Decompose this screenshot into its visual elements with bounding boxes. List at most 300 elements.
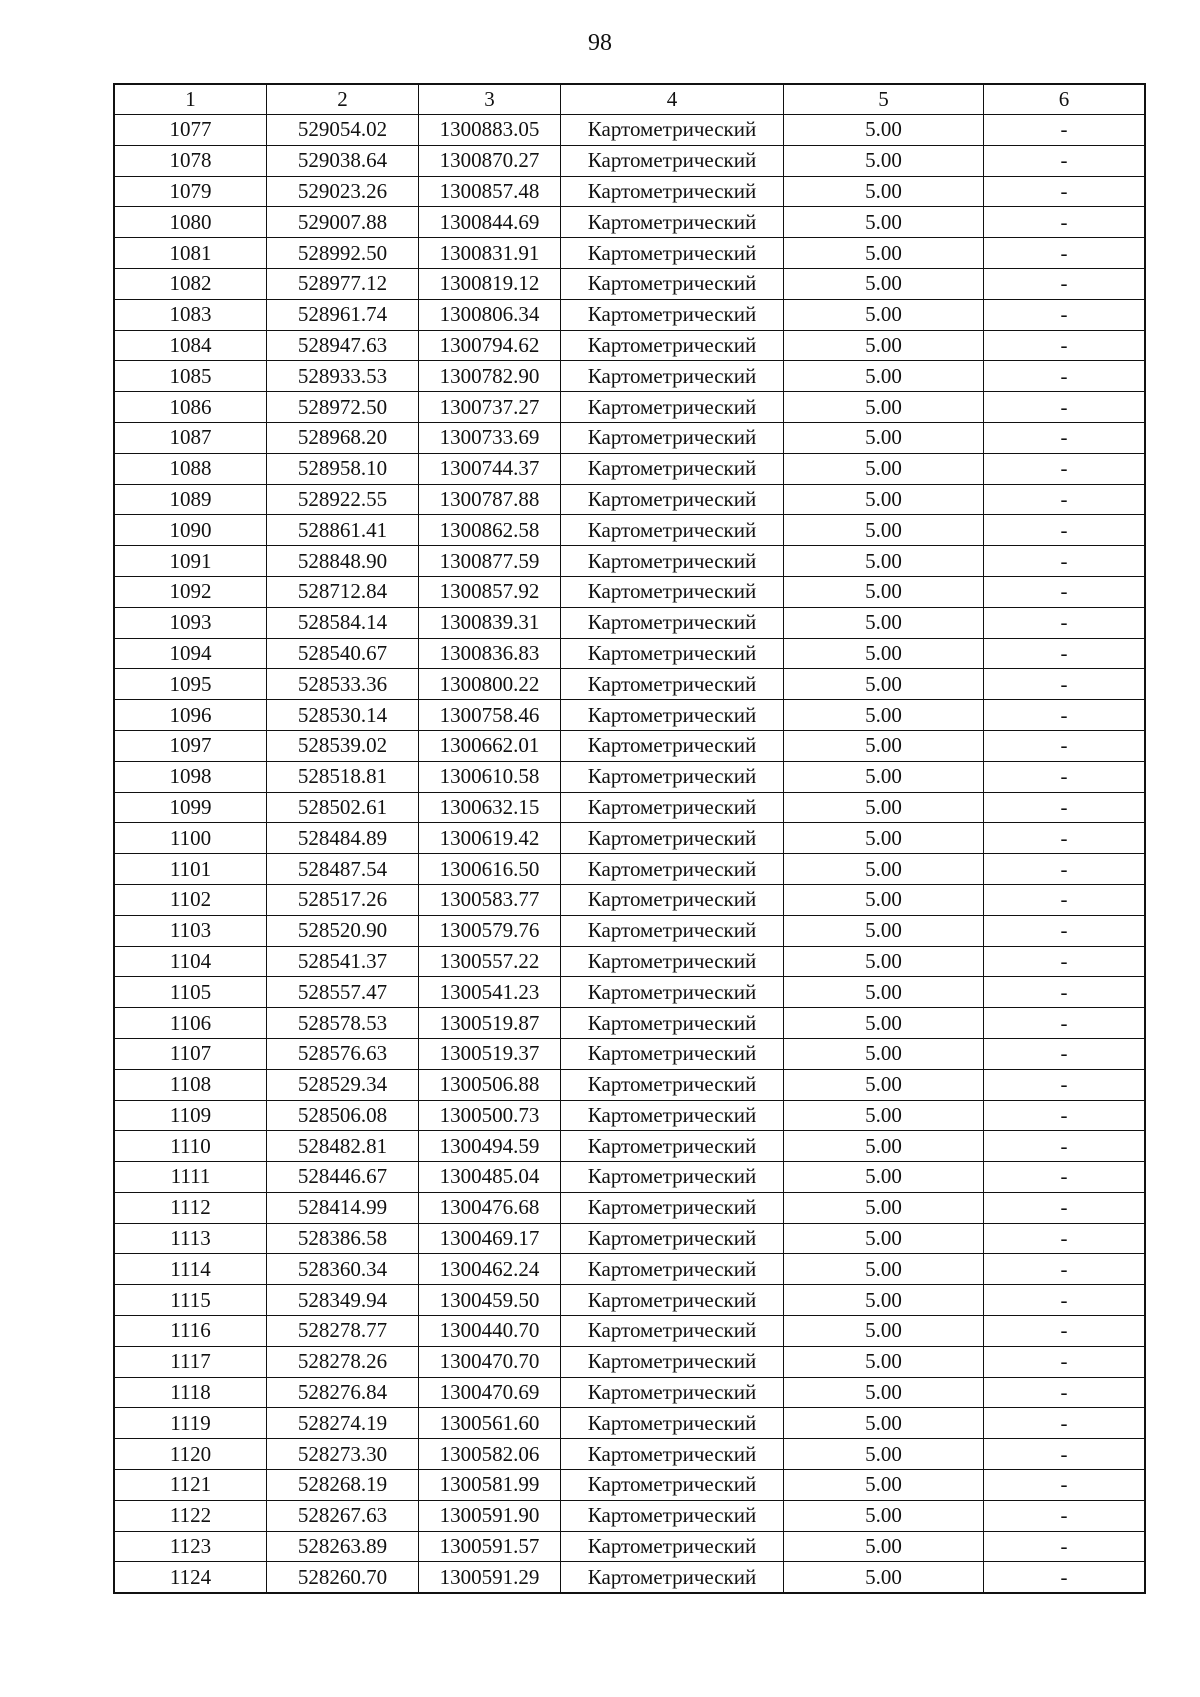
note-cell: - bbox=[984, 484, 1145, 515]
point-number-cell: 1114 bbox=[115, 1254, 267, 1285]
point-number-cell: 1117 bbox=[115, 1346, 267, 1377]
table-row bbox=[115, 638, 1145, 669]
point-number-cell: 1121 bbox=[115, 1470, 267, 1501]
x-coordinate-cell: 528861.41 bbox=[267, 515, 419, 546]
column-header: 5 bbox=[784, 85, 984, 115]
accuracy-cell: 5.00 bbox=[784, 607, 984, 638]
accuracy-cell: 5.00 bbox=[784, 730, 984, 761]
note-cell: - bbox=[984, 854, 1145, 885]
method-cell: Картометрический bbox=[561, 1008, 784, 1039]
method-cell: Картометрический bbox=[561, 792, 784, 823]
method-cell: Картометрический bbox=[561, 1285, 784, 1316]
y-coordinate-cell: 1300857.48 bbox=[419, 176, 561, 207]
y-coordinate-cell: 1300591.29 bbox=[419, 1562, 561, 1593]
note-cell: - bbox=[984, 1562, 1145, 1593]
y-coordinate-cell: 1300591.90 bbox=[419, 1500, 561, 1531]
table-row bbox=[115, 854, 1145, 885]
method-cell: Картометрический bbox=[561, 669, 784, 700]
note-cell: - bbox=[984, 946, 1145, 977]
y-coordinate-cell: 1300440.70 bbox=[419, 1316, 561, 1347]
x-coordinate-cell: 528520.90 bbox=[267, 915, 419, 946]
y-coordinate-cell: 1300470.69 bbox=[419, 1377, 561, 1408]
accuracy-cell: 5.00 bbox=[784, 761, 984, 792]
y-coordinate-cell: 1300844.69 bbox=[419, 207, 561, 238]
y-coordinate-cell: 1300800.22 bbox=[419, 669, 561, 700]
table-header-row bbox=[115, 85, 1145, 115]
accuracy-cell: 5.00 bbox=[784, 977, 984, 1008]
accuracy-cell: 5.00 bbox=[784, 915, 984, 946]
y-coordinate-cell: 1300610.58 bbox=[419, 761, 561, 792]
accuracy-cell: 5.00 bbox=[784, 1254, 984, 1285]
note-cell: - bbox=[984, 915, 1145, 946]
method-cell: Картометрический bbox=[561, 1316, 784, 1347]
method-cell: Картометрический bbox=[561, 607, 784, 638]
table-row bbox=[115, 761, 1145, 792]
x-coordinate-cell: 528530.14 bbox=[267, 700, 419, 731]
note-cell: - bbox=[984, 576, 1145, 607]
x-coordinate-cell: 528414.99 bbox=[267, 1192, 419, 1223]
accuracy-cell: 5.00 bbox=[784, 1100, 984, 1131]
y-coordinate-cell: 1300877.59 bbox=[419, 546, 561, 577]
method-cell: Картометрический bbox=[561, 484, 784, 515]
x-coordinate-cell: 528267.63 bbox=[267, 1500, 419, 1531]
column-header: 3 bbox=[419, 85, 561, 115]
y-coordinate-cell: 1300561.60 bbox=[419, 1408, 561, 1439]
method-cell: Картометрический bbox=[561, 1562, 784, 1593]
note-cell: - bbox=[984, 207, 1145, 238]
table-row bbox=[115, 730, 1145, 761]
note-cell: - bbox=[984, 823, 1145, 854]
point-number-cell: 1113 bbox=[115, 1223, 267, 1254]
table-row bbox=[115, 176, 1145, 207]
note-cell: - bbox=[984, 1470, 1145, 1501]
note-cell: - bbox=[984, 330, 1145, 361]
table-row bbox=[115, 1346, 1145, 1377]
x-coordinate-cell: 528992.50 bbox=[267, 238, 419, 269]
note-cell: - bbox=[984, 977, 1145, 1008]
point-number-cell: 1124 bbox=[115, 1562, 267, 1593]
point-number-cell: 1111 bbox=[115, 1162, 267, 1193]
method-cell: Картометрический bbox=[561, 361, 784, 392]
y-coordinate-cell: 1300582.06 bbox=[419, 1439, 561, 1470]
method-cell: Картометрический bbox=[561, 299, 784, 330]
method-cell: Картометрический bbox=[561, 546, 784, 577]
accuracy-cell: 5.00 bbox=[784, 361, 984, 392]
method-cell: Картометрический bbox=[561, 515, 784, 546]
accuracy-cell: 5.00 bbox=[784, 1038, 984, 1069]
x-coordinate-cell: 528541.37 bbox=[267, 946, 419, 977]
x-coordinate-cell: 529023.26 bbox=[267, 176, 419, 207]
point-number-cell: 1095 bbox=[115, 669, 267, 700]
point-number-cell: 1116 bbox=[115, 1316, 267, 1347]
x-coordinate-cell: 528274.19 bbox=[267, 1408, 419, 1439]
method-cell: Картометрический bbox=[561, 1254, 784, 1285]
table-row bbox=[115, 422, 1145, 453]
point-number-cell: 1087 bbox=[115, 422, 267, 453]
note-cell: - bbox=[984, 1377, 1145, 1408]
note-cell: - bbox=[984, 299, 1145, 330]
column-header: 1 bbox=[115, 85, 267, 115]
method-cell: Картометрический bbox=[561, 176, 784, 207]
note-cell: - bbox=[984, 1285, 1145, 1316]
point-number-cell: 1108 bbox=[115, 1069, 267, 1100]
y-coordinate-cell: 1300758.46 bbox=[419, 700, 561, 731]
point-number-cell: 1081 bbox=[115, 238, 267, 269]
x-coordinate-cell: 528518.81 bbox=[267, 761, 419, 792]
y-coordinate-cell: 1300806.34 bbox=[419, 299, 561, 330]
table-row bbox=[115, 330, 1145, 361]
x-coordinate-cell: 528533.36 bbox=[267, 669, 419, 700]
x-coordinate-cell: 528506.08 bbox=[267, 1100, 419, 1131]
point-number-cell: 1105 bbox=[115, 977, 267, 1008]
table-body bbox=[115, 115, 1145, 1593]
method-cell: Картометрический bbox=[561, 823, 784, 854]
method-cell: Картометрический bbox=[561, 238, 784, 269]
table-row bbox=[115, 115, 1145, 146]
point-number-cell: 1093 bbox=[115, 607, 267, 638]
point-number-cell: 1096 bbox=[115, 700, 267, 731]
table-row bbox=[115, 576, 1145, 607]
method-cell: Картометрический bbox=[561, 1408, 784, 1439]
x-coordinate-cell: 528578.53 bbox=[267, 1008, 419, 1039]
accuracy-cell: 5.00 bbox=[784, 515, 984, 546]
note-cell: - bbox=[984, 1131, 1145, 1162]
y-coordinate-cell: 1300836.83 bbox=[419, 638, 561, 669]
note-cell: - bbox=[984, 1162, 1145, 1193]
x-coordinate-cell: 528487.54 bbox=[267, 854, 419, 885]
x-coordinate-cell: 529038.64 bbox=[267, 145, 419, 176]
table-row bbox=[115, 1377, 1145, 1408]
y-coordinate-cell: 1300591.57 bbox=[419, 1531, 561, 1562]
accuracy-cell: 5.00 bbox=[784, 546, 984, 577]
coordinates-table bbox=[114, 84, 1145, 1593]
y-coordinate-cell: 1300862.58 bbox=[419, 515, 561, 546]
column-header: 6 bbox=[984, 85, 1145, 115]
note-cell: - bbox=[984, 176, 1145, 207]
table-row bbox=[115, 515, 1145, 546]
x-coordinate-cell: 528584.14 bbox=[267, 607, 419, 638]
note-cell: - bbox=[984, 268, 1145, 299]
y-coordinate-cell: 1300619.42 bbox=[419, 823, 561, 854]
x-coordinate-cell: 528273.30 bbox=[267, 1439, 419, 1470]
x-coordinate-cell: 528529.34 bbox=[267, 1069, 419, 1100]
point-number-cell: 1083 bbox=[115, 299, 267, 330]
x-coordinate-cell: 529054.02 bbox=[267, 115, 419, 146]
note-cell: - bbox=[984, 115, 1145, 146]
table-row bbox=[115, 1008, 1145, 1039]
accuracy-cell: 5.00 bbox=[784, 392, 984, 423]
note-cell: - bbox=[984, 453, 1145, 484]
x-coordinate-cell: 528263.89 bbox=[267, 1531, 419, 1562]
table-row bbox=[115, 1531, 1145, 1562]
y-coordinate-cell: 1300462.24 bbox=[419, 1254, 561, 1285]
y-coordinate-cell: 1300476.68 bbox=[419, 1192, 561, 1223]
accuracy-cell: 5.00 bbox=[784, 1439, 984, 1470]
accuracy-cell: 5.00 bbox=[784, 946, 984, 977]
note-cell: - bbox=[984, 1223, 1145, 1254]
method-cell: Картометрический bbox=[561, 207, 784, 238]
y-coordinate-cell: 1300662.01 bbox=[419, 730, 561, 761]
accuracy-cell: 5.00 bbox=[784, 176, 984, 207]
accuracy-cell: 5.00 bbox=[784, 638, 984, 669]
x-coordinate-cell: 528260.70 bbox=[267, 1562, 419, 1593]
y-coordinate-cell: 1300485.04 bbox=[419, 1162, 561, 1193]
accuracy-cell: 5.00 bbox=[784, 823, 984, 854]
x-coordinate-cell: 528278.77 bbox=[267, 1316, 419, 1347]
method-cell: Картометрический bbox=[561, 145, 784, 176]
note-cell: - bbox=[984, 1408, 1145, 1439]
accuracy-cell: 5.00 bbox=[784, 1223, 984, 1254]
table-row bbox=[115, 1069, 1145, 1100]
x-coordinate-cell: 528268.19 bbox=[267, 1470, 419, 1501]
table-row bbox=[115, 484, 1145, 515]
point-number-cell: 1123 bbox=[115, 1531, 267, 1562]
note-cell: - bbox=[984, 730, 1145, 761]
x-coordinate-cell: 528557.47 bbox=[267, 977, 419, 1008]
accuracy-cell: 5.00 bbox=[784, 1162, 984, 1193]
note-cell: - bbox=[984, 1100, 1145, 1131]
method-cell: Картометрический bbox=[561, 268, 784, 299]
accuracy-cell: 5.00 bbox=[784, 115, 984, 146]
table-row bbox=[115, 1439, 1145, 1470]
method-cell: Картометрический bbox=[561, 915, 784, 946]
note-cell: - bbox=[984, 761, 1145, 792]
point-number-cell: 1079 bbox=[115, 176, 267, 207]
table-row bbox=[115, 361, 1145, 392]
x-coordinate-cell: 528947.63 bbox=[267, 330, 419, 361]
accuracy-cell: 5.00 bbox=[784, 1408, 984, 1439]
table-row bbox=[115, 1131, 1145, 1162]
accuracy-cell: 5.00 bbox=[784, 299, 984, 330]
table-row bbox=[115, 1408, 1145, 1439]
point-number-cell: 1115 bbox=[115, 1285, 267, 1316]
table-row bbox=[115, 915, 1145, 946]
y-coordinate-cell: 1300579.76 bbox=[419, 915, 561, 946]
x-coordinate-cell: 529007.88 bbox=[267, 207, 419, 238]
accuracy-cell: 5.00 bbox=[784, 1377, 984, 1408]
note-cell: - bbox=[984, 1316, 1145, 1347]
accuracy-cell: 5.00 bbox=[784, 422, 984, 453]
table-row bbox=[115, 1562, 1145, 1593]
x-coordinate-cell: 528922.55 bbox=[267, 484, 419, 515]
method-cell: Картометрический bbox=[561, 761, 784, 792]
y-coordinate-cell: 1300737.27 bbox=[419, 392, 561, 423]
accuracy-cell: 5.00 bbox=[784, 854, 984, 885]
x-coordinate-cell: 528349.94 bbox=[267, 1285, 419, 1316]
note-cell: - bbox=[984, 1439, 1145, 1470]
page-number: 98 bbox=[588, 30, 612, 56]
accuracy-cell: 5.00 bbox=[784, 207, 984, 238]
note-cell: - bbox=[984, 238, 1145, 269]
table-row bbox=[115, 884, 1145, 915]
table-row bbox=[115, 546, 1145, 577]
point-number-cell: 1106 bbox=[115, 1008, 267, 1039]
point-number-cell: 1089 bbox=[115, 484, 267, 515]
point-number-cell: 1104 bbox=[115, 946, 267, 977]
table-row bbox=[115, 392, 1145, 423]
y-coordinate-cell: 1300819.12 bbox=[419, 268, 561, 299]
x-coordinate-cell: 528933.53 bbox=[267, 361, 419, 392]
method-cell: Картометрический bbox=[561, 1470, 784, 1501]
point-number-cell: 1118 bbox=[115, 1377, 267, 1408]
y-coordinate-cell: 1300787.88 bbox=[419, 484, 561, 515]
y-coordinate-cell: 1300581.99 bbox=[419, 1470, 561, 1501]
method-cell: Картометрический bbox=[561, 1377, 784, 1408]
point-number-cell: 1098 bbox=[115, 761, 267, 792]
method-cell: Картометрический bbox=[561, 638, 784, 669]
accuracy-cell: 5.00 bbox=[784, 1500, 984, 1531]
note-cell: - bbox=[984, 607, 1145, 638]
y-coordinate-cell: 1300883.05 bbox=[419, 115, 561, 146]
x-coordinate-cell: 528540.67 bbox=[267, 638, 419, 669]
note-cell: - bbox=[984, 145, 1145, 176]
x-coordinate-cell: 528446.67 bbox=[267, 1162, 419, 1193]
point-number-cell: 1078 bbox=[115, 145, 267, 176]
method-cell: Картометрический bbox=[561, 854, 784, 885]
note-cell: - bbox=[984, 884, 1145, 915]
note-cell: - bbox=[984, 1038, 1145, 1069]
point-number-cell: 1110 bbox=[115, 1131, 267, 1162]
x-coordinate-cell: 528484.89 bbox=[267, 823, 419, 854]
x-coordinate-cell: 528977.12 bbox=[267, 268, 419, 299]
method-cell: Картометрический bbox=[561, 453, 784, 484]
note-cell: - bbox=[984, 1346, 1145, 1377]
table-row bbox=[115, 453, 1145, 484]
y-coordinate-cell: 1300500.73 bbox=[419, 1100, 561, 1131]
method-cell: Картометрический bbox=[561, 977, 784, 1008]
table-row bbox=[115, 238, 1145, 269]
x-coordinate-cell: 528360.34 bbox=[267, 1254, 419, 1285]
column-header: 2 bbox=[267, 85, 419, 115]
accuracy-cell: 5.00 bbox=[784, 268, 984, 299]
point-number-cell: 1091 bbox=[115, 546, 267, 577]
table-row bbox=[115, 207, 1145, 238]
accuracy-cell: 5.00 bbox=[784, 1192, 984, 1223]
table-row bbox=[115, 1500, 1145, 1531]
method-cell: Картометрический bbox=[561, 1162, 784, 1193]
y-coordinate-cell: 1300839.31 bbox=[419, 607, 561, 638]
accuracy-cell: 5.00 bbox=[784, 576, 984, 607]
column-header: 4 bbox=[561, 85, 784, 115]
note-cell: - bbox=[984, 669, 1145, 700]
accuracy-cell: 5.00 bbox=[784, 669, 984, 700]
method-cell: Картометрический bbox=[561, 576, 784, 607]
y-coordinate-cell: 1300583.77 bbox=[419, 884, 561, 915]
table-row bbox=[115, 946, 1145, 977]
point-number-cell: 1094 bbox=[115, 638, 267, 669]
table-row bbox=[115, 977, 1145, 1008]
y-coordinate-cell: 1300557.22 bbox=[419, 946, 561, 977]
point-number-cell: 1092 bbox=[115, 576, 267, 607]
point-number-cell: 1084 bbox=[115, 330, 267, 361]
point-number-cell: 1082 bbox=[115, 268, 267, 299]
table-row bbox=[115, 268, 1145, 299]
accuracy-cell: 5.00 bbox=[784, 453, 984, 484]
note-cell: - bbox=[984, 700, 1145, 731]
point-number-cell: 1112 bbox=[115, 1192, 267, 1223]
point-number-cell: 1080 bbox=[115, 207, 267, 238]
point-number-cell: 1109 bbox=[115, 1100, 267, 1131]
table-row bbox=[115, 823, 1145, 854]
y-coordinate-cell: 1300632.15 bbox=[419, 792, 561, 823]
y-coordinate-cell: 1300494.59 bbox=[419, 1131, 561, 1162]
accuracy-cell: 5.00 bbox=[784, 1316, 984, 1347]
y-coordinate-cell: 1300794.62 bbox=[419, 330, 561, 361]
x-coordinate-cell: 528848.90 bbox=[267, 546, 419, 577]
table-row bbox=[115, 1192, 1145, 1223]
point-number-cell: 1102 bbox=[115, 884, 267, 915]
y-coordinate-cell: 1300506.88 bbox=[419, 1069, 561, 1100]
method-cell: Картометрический bbox=[561, 330, 784, 361]
method-cell: Картометрический bbox=[561, 1069, 784, 1100]
method-cell: Картометрический bbox=[561, 884, 784, 915]
note-cell: - bbox=[984, 361, 1145, 392]
note-cell: - bbox=[984, 792, 1145, 823]
method-cell: Картометрический bbox=[561, 1131, 784, 1162]
x-coordinate-cell: 528482.81 bbox=[267, 1131, 419, 1162]
note-cell: - bbox=[984, 422, 1145, 453]
note-cell: - bbox=[984, 546, 1145, 577]
accuracy-cell: 5.00 bbox=[784, 884, 984, 915]
x-coordinate-cell: 528968.20 bbox=[267, 422, 419, 453]
accuracy-cell: 5.00 bbox=[784, 700, 984, 731]
method-cell: Картометрический bbox=[561, 1531, 784, 1562]
accuracy-cell: 5.00 bbox=[784, 1069, 984, 1100]
table-row bbox=[115, 1100, 1145, 1131]
accuracy-cell: 5.00 bbox=[784, 1531, 984, 1562]
y-coordinate-cell: 1300541.23 bbox=[419, 977, 561, 1008]
y-coordinate-cell: 1300733.69 bbox=[419, 422, 561, 453]
note-cell: - bbox=[984, 1008, 1145, 1039]
note-cell: - bbox=[984, 515, 1145, 546]
accuracy-cell: 5.00 bbox=[784, 1562, 984, 1593]
method-cell: Картометрический bbox=[561, 700, 784, 731]
x-coordinate-cell: 528517.26 bbox=[267, 884, 419, 915]
y-coordinate-cell: 1300519.37 bbox=[419, 1038, 561, 1069]
table-row bbox=[115, 1162, 1145, 1193]
table-row bbox=[115, 669, 1145, 700]
point-number-cell: 1097 bbox=[115, 730, 267, 761]
table-row bbox=[115, 607, 1145, 638]
y-coordinate-cell: 1300831.91 bbox=[419, 238, 561, 269]
accuracy-cell: 5.00 bbox=[784, 238, 984, 269]
y-coordinate-cell: 1300870.27 bbox=[419, 145, 561, 176]
x-coordinate-cell: 528278.26 bbox=[267, 1346, 419, 1377]
table-row bbox=[115, 1316, 1145, 1347]
table-row bbox=[115, 700, 1145, 731]
table-row bbox=[115, 1254, 1145, 1285]
method-cell: Картометрический bbox=[561, 1439, 784, 1470]
table-row bbox=[115, 299, 1145, 330]
note-cell: - bbox=[984, 1531, 1145, 1562]
point-number-cell: 1085 bbox=[115, 361, 267, 392]
y-coordinate-cell: 1300470.70 bbox=[419, 1346, 561, 1377]
x-coordinate-cell: 528539.02 bbox=[267, 730, 419, 761]
method-cell: Картометрический bbox=[561, 1223, 784, 1254]
y-coordinate-cell: 1300744.37 bbox=[419, 453, 561, 484]
point-number-cell: 1103 bbox=[115, 915, 267, 946]
method-cell: Картометрический bbox=[561, 730, 784, 761]
accuracy-cell: 5.00 bbox=[784, 1346, 984, 1377]
table-row bbox=[115, 1470, 1145, 1501]
accuracy-cell: 5.00 bbox=[784, 1470, 984, 1501]
table-row bbox=[115, 1223, 1145, 1254]
accuracy-cell: 5.00 bbox=[784, 145, 984, 176]
point-number-cell: 1099 bbox=[115, 792, 267, 823]
y-coordinate-cell: 1300469.17 bbox=[419, 1223, 561, 1254]
table-row bbox=[115, 1285, 1145, 1316]
point-number-cell: 1077 bbox=[115, 115, 267, 146]
